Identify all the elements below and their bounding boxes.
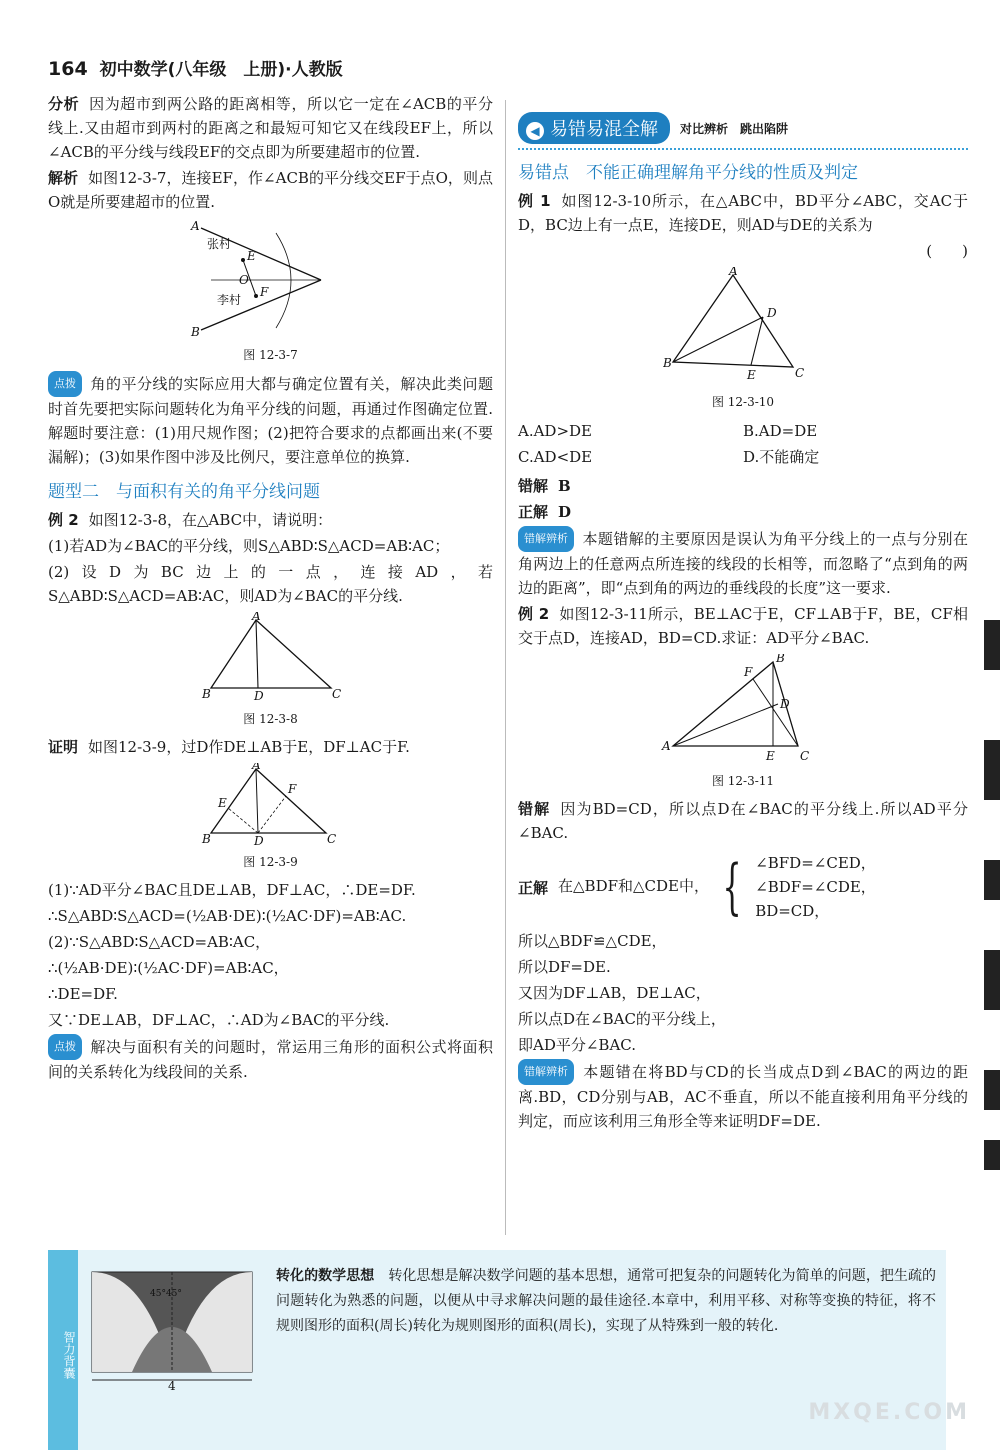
- correct-solution-system: 正解 在△BDF和△CDE中， { ∠BFD=∠CED， ∠BDF=∠CDE， BD=CD，: [518, 852, 876, 922]
- fig1-label-b: B: [190, 325, 200, 338]
- figure-caption: 图 12-3-9: [243, 855, 298, 869]
- svg-text:B: B: [201, 687, 211, 701]
- transformation-figure: [84, 1262, 264, 1396]
- figure-12-3-7: [48, 218, 493, 342]
- figure-12-3-10: [518, 267, 968, 389]
- figure-caption: 图 12-3-8: [243, 712, 298, 726]
- svg-text:A: A: [729, 267, 738, 278]
- error-analysis-badge: 错解辨析: [518, 1059, 574, 1085]
- proof-label: 证明: [48, 738, 79, 756]
- right-column: [518, 112, 968, 1212]
- knowledge-title: 转化的数学思想: [276, 1268, 375, 1284]
- option-d: D.不能确定: [743, 448, 820, 466]
- answer-paren: ( ): [926, 242, 968, 260]
- solution-line: 所以△BDF≌△CDE，: [518, 932, 667, 950]
- wrong-solution: 错解 因为BD=CD，所以点D在∠BAC的平分线上.所以AD平分∠BAC.: [518, 800, 968, 842]
- solution-label: 解析: [48, 169, 79, 187]
- error-analysis: 错解辨析 本题错解的主要原因是误认为角平分线上的一点与分别在角两边上的任意两点所连接的线段的长相等，而忽略了“点到角的两边的距离”，即“点到角的两边的垂线段的长度”这一要求.: [518, 526, 968, 600]
- error-point-title: 易错点 不能正确理解角平分线的性质及判定: [518, 163, 858, 183]
- proof-line: ∴S△ABD∶S△ACD=(½AB·DE)∶(½AC·DF)=AB∶AC.: [48, 907, 407, 925]
- fig1-label-e: E: [246, 249, 256, 263]
- svg-text:E: E: [217, 796, 227, 810]
- figure-12-3-8: [48, 612, 493, 706]
- fig1-village-li: 李村: [216, 293, 241, 307]
- svg-text:A: A: [251, 763, 261, 772]
- svg-text:E: E: [766, 749, 775, 763]
- tip-badge: 点拨: [48, 1034, 82, 1060]
- proof-line: ∴DE=DF.: [48, 985, 118, 1003]
- options-grid: [518, 418, 968, 470]
- tip-paragraph: 点拨 解决与面积有关的问题时，常运用三角形的面积公式将面积间的关系转化为线段间的关系.: [48, 1034, 493, 1084]
- brace-conditions: ∠BFD=∠CED， ∠BDF=∠CDE， BD=CD，: [755, 854, 876, 920]
- proof-line: (2)∵S△ABD∶S△ACD=AB∶AC，: [48, 933, 271, 951]
- svg-text:B: B: [201, 832, 211, 845]
- megaphone-icon: ◀: [526, 122, 544, 140]
- svg-text:C: C: [326, 832, 336, 845]
- example-paragraph: 例 2 如图12-3-8，在△ABC中，请说明：: [48, 511, 333, 529]
- svg-text:C: C: [800, 749, 810, 763]
- banner-subtitle: 对比辨析 跳出陷阱: [680, 121, 789, 136]
- proof-line: ∴(½AB·DE)∶(½AC·DF)=AB∶AC，: [48, 959, 289, 977]
- right-answer: 正解 D: [518, 503, 572, 521]
- fig1-label-a: A: [190, 219, 200, 233]
- page-header: [48, 55, 343, 80]
- figure-12-3-11: [518, 654, 968, 768]
- error-analysis-badge: 错解辨析: [518, 526, 574, 552]
- example-paragraph: 例 2 如图12-3-11所示，BE⊥AC于E，CF⊥AB于F，BE，CF相交于点D，连接AD，BD=CD.求证：AD平分∠BAC.: [518, 605, 968, 647]
- brace: {: [722, 852, 742, 922]
- proof-paragraph: 证明 如图12-3-9，过D作DE⊥AB于E，DF⊥AC于F.: [48, 738, 410, 756]
- knowledge-text: 转化的数学思想 转化思想是解决数学问题的基本思想，通常可把复杂的问题转化为简单的问题，把生疏的问题转化为熟悉的问题，以便从中寻求解决问题的最佳途径.本章中，利用平移、对称等变换的特征，将不规则图形的面积(周长)转化为规则图形的面积(周长)，实现了从特殊到一般的转化.: [276, 1268, 936, 1334]
- example-label: 例 1: [518, 192, 551, 210]
- example-label: 例 2: [518, 605, 550, 623]
- svg-text:D: D: [767, 306, 777, 320]
- section-banner: [518, 112, 968, 150]
- option-b: B.AD=DE: [743, 422, 818, 440]
- option-c: C.AD<DE: [518, 448, 593, 466]
- svg-text:E: E: [747, 368, 756, 382]
- svg-text:C: C: [795, 366, 805, 380]
- svg-text:D: D: [253, 834, 264, 845]
- page-edge-marks: [982, 620, 1000, 1180]
- watermark: MXQE.COM: [808, 1400, 970, 1425]
- angle-label: 45°45°: [150, 1289, 182, 1299]
- svg-text:D: D: [253, 689, 264, 702]
- svg-text:B: B: [663, 356, 672, 370]
- wrong-answer: 错解 B: [518, 477, 571, 495]
- width-label: 4: [168, 1379, 176, 1392]
- tip-paragraph: 点拨 角的平分线的实际应用大都与确定位置有关，解决此类问题时首先要把实际问题转化为角平分线的问题，再通过作图确定位置.解题时要注意：(1)用尺规作图；(2)把符合要求的点都画出来(不要漏解)；(3)如果作图中涉及比例尺，要注意单位的换算.: [48, 371, 493, 469]
- figure-12-3-9: [48, 763, 493, 849]
- example-label: 例 2: [48, 511, 79, 529]
- fig1-label-f: F: [259, 285, 268, 299]
- error-analysis: 错解辨析 本题错在将BD与CD的长当成点D到∠BAC的两边的距离.BD，CD分别与AB，AC不垂直，所以不能直接利用角平分线的判定，而应该利用三角形全等来证明DF=DE.: [518, 1059, 968, 1133]
- svg-text:C: C: [331, 687, 341, 701]
- figure-caption: 图 12-3-7: [243, 348, 298, 362]
- analysis-paragraph: 分析 因为超市到两公路的距离相等，所以它一定在∠ACB的平分线上.又由超市到两村的距离之和最短可知它又在线段EF上，所以∠ACB的平分线与线段EF的交点即为所要建超市的位置.: [48, 95, 493, 161]
- solution-line: 所以点D在∠BAC的平分线上，: [518, 1010, 726, 1028]
- side-tab-label: 智力背囊: [48, 1250, 78, 1450]
- book-title: 初中数学(八年级 上册)·人教版: [99, 60, 343, 80]
- svg-text:F: F: [287, 782, 296, 796]
- section-title: 题型二 与面积有关的角平分线问题: [48, 482, 320, 502]
- fig1-village-zhang: 张村: [206, 237, 231, 251]
- fig1-label-o: O: [238, 273, 249, 287]
- svg-text:B: B: [776, 654, 785, 665]
- solution-paragraph: 解析 如图12-3-7，连接EF，作∠ACB的平分线交EF于点O，则点O就是所要建超市的位置.: [48, 169, 493, 211]
- solution-line: 所以DF=DE.: [518, 958, 611, 976]
- example-paragraph: 例 1 如图12-3-10所示，在△ABC中，BD平分∠ABC，交AC于D，BC边上有一点E，连接DE，则AD与DE的关系为: [518, 192, 968, 234]
- banner-title: ◀ 易错易混全解: [518, 112, 670, 144]
- solution-line: 又因为DF⊥AB，DE⊥AC，: [518, 984, 711, 1002]
- analysis-label: 分析: [48, 95, 80, 113]
- page-number: 164: [48, 58, 88, 80]
- svg-text:D: D: [780, 697, 790, 711]
- question-1: (1)若AD为∠BAC的平分线，则S△ABD∶S△ACD=AB∶AC；: [48, 537, 450, 555]
- svg-text:A: A: [662, 739, 671, 753]
- proof-line: 又∵DE⊥AB，DF⊥AC，∴AD为∠BAC的平分线.: [48, 1011, 390, 1029]
- tip-badge: 点拨: [48, 371, 82, 397]
- figure-caption: 图 12-3-10: [711, 395, 775, 409]
- left-column: [48, 92, 493, 1252]
- figure-caption: 图 12-3-11: [711, 774, 775, 788]
- solution-line: 即AD平分∠BAC.: [518, 1036, 636, 1054]
- question-2: (2)设D为BC边上的一点，连接AD，若S△ABD∶S△ACD=AB∶AC，则AD为∠BAC的平分线.: [48, 563, 493, 605]
- svg-text:F: F: [744, 665, 753, 679]
- proof-line: (1)∵AD平分∠BAC且DE⊥AB，DF⊥AC，∴DE=DF.: [48, 881, 416, 899]
- column-divider: [505, 100, 506, 1235]
- option-a: A.AD>DE: [518, 422, 593, 440]
- svg-text:A: A: [251, 612, 261, 623]
